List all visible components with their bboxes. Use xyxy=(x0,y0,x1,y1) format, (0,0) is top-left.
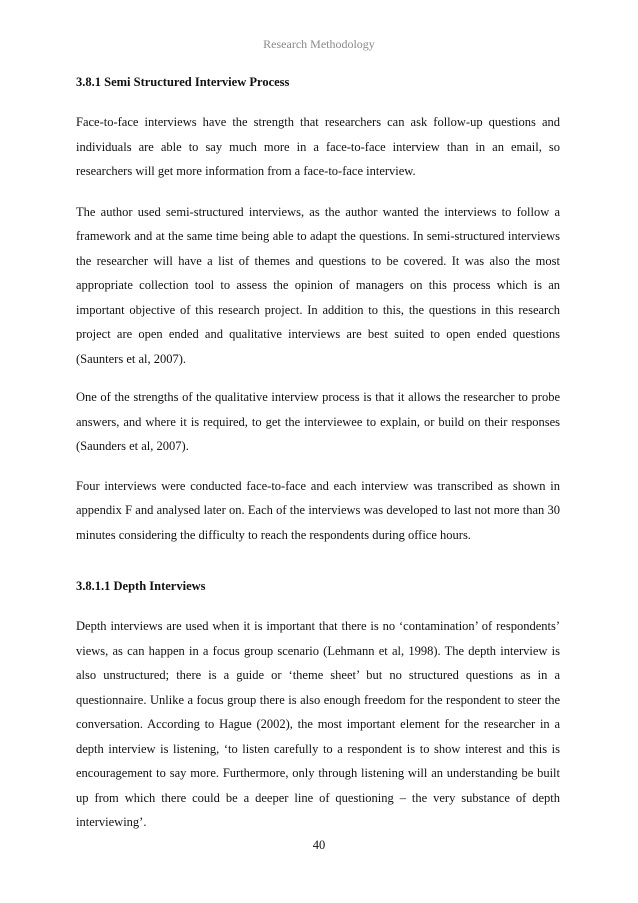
section-heading: 3.8.1 Semi Structured Interview Process xyxy=(76,75,290,89)
subsection-heading: 3.8.1.1 Depth Interviews xyxy=(76,579,206,593)
page-body xyxy=(76,70,560,835)
paragraph-semi-structured: The author used semi-structured interviews, as the author wanted the interviews to follow a framework and at the same time being able to adapt the questions. In semi-structured interviews the researcher will have a list of themes and questions to be covered. It was also the most appropriate collection tool to assess the opinion of managers on this process which is an important objective of this research project. In addition to this, the questions in this research project are open ended and qualitative interviews are best suited to open ended questions (Saunters et al, 2007). xyxy=(76,204,560,366)
paragraph-four-interviews: Four interviews were conducted face-to-face and each interview was transcribed as shown in appendix F and analysed later on. Each of the interviews was developed to last not more than 30 minutes considering the difficulty to reach the respondents during office hours. xyxy=(76,478,560,542)
paragraph-depth-interviews: Depth interviews are used when it is important that there is no ‘contamination’ of respondents’ views, as can happen in a focus group scenario (Lehmann et al, 1998). The depth interview is also unstructured; there is a guide or ‘theme sheet’ but no structured questions as in a questionnaire. Unlike a focus group there is also enough freedom for the respondent to steer the conversation. According to Hague (2002), the most important element for the researcher in a depth interview is listening, ‘to listen carefully to a respondent is to show interest and this is encouragement to say more. Furthermore, only through listening will an understanding be built up from which there could be a deeper line of questioning – the very substance of depth interviewing’. xyxy=(76,619,560,829)
paragraph-strengths: One of the strengths of the qualitative interview process is that it allows the researcher to probe answers, and where it is required, to get the interviewee to explain, or build on their responses (Saunders et al, 2007). xyxy=(76,390,560,453)
running-header: Research Methodology xyxy=(263,37,375,51)
page-number: 40 xyxy=(312,838,326,852)
paragraph-face-to-face: Face-to-face interviews have the strength that researchers can ask follow-up questions and individuals are able to say much more in a face-to-face interview than in an email, so researchers will get more information from a face-to-face interview. xyxy=(76,115,560,178)
